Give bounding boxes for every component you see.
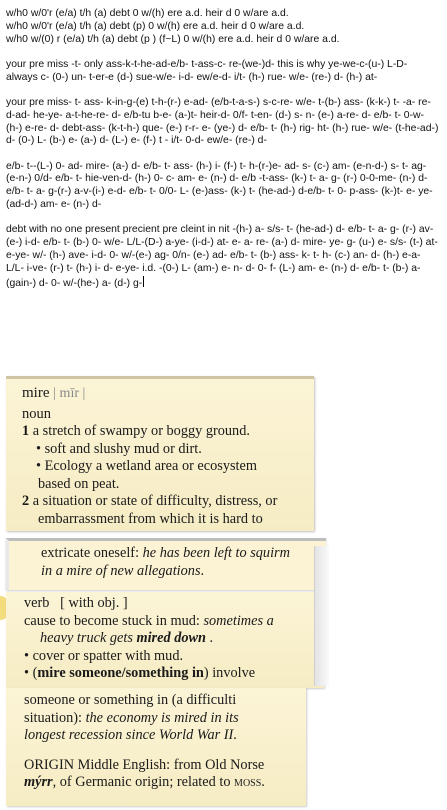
ecology-label: Ecology [44,458,93,475]
verb-bullet-2-text: ) involve [203,665,256,682]
sense-1-bullet-2 [22,458,314,476]
sense-1-bullet-2-cont: based on peat. [38,475,120,492]
dictionary-panel-verb[interactable] [6,592,324,688]
sense-1-text: a stretch of swampy or boggy ground. [32,423,250,439]
note-paragraph-5-text: debt with no one present precient pre cleint in nit -(h-) a- s/s- t- (he-ad-) d- e/b- t- a- g- (r-) av-(e-) i-d- e/b- t- (b-) 0- w/e- L/L-(D-) a-ye- (i-d-) at- e- a- re- (a-) d- mire- ye- g- (u-) e- s/s- (t-) at- e-ye- w/- (h-) ave- i-d- 0- w/-(e-) ag- 0/n- (e-) ad- e/b- t- (b-) ass- k- t- h- (c-) an- d- (h-) e-a- L/L- i-ve- (r-) t- (h-) i- d- e-ye- i.d. -(0-) L- (am-) e- n- d- 0- f- (L-) am- e- (n-) d- e/b- t- (b-) a- (gain-) d- 0- w/-(he-) a- (d-) g- [6,224,438,289]
note-paragraph-3: your pre miss- t- ass- k-in-g-(e) t-h-(r-) e-ad- (e/b-t-a-s-) s-c-re- w/e- t-(b-) ass- (k-k-) t- -a- re- d-ad- he-ye- a-t-he-re- d- e/b-tu b-e- (a-)t- heir-d- 0/f- t-en- (d-) s- n- (e-) a-re- d- e/b- t- 0-w- (h-) e-re- d- debt-ass- (k-t-h-) que- (e-) r-r- e- (ye-) d- e/b- t- (h-) rig- ht- (h-) rue- w/e- (t-he-ad-) d- (0-) L- (b-) e- (a-) d- (L-) e- (f-) t - i/t- 0-d- ew/e- (re-) d- [6,96,439,147]
sense-2 [22,493,314,511]
origin-text-2: , of Germanic origin; related to [52,774,235,791]
headword: mire [22,385,50,401]
pronunciation: | mīr | [53,386,86,401]
note-paragraph-1: w/h0 w/0'r (e/a) t/h (a) debt 0 w/(h) ere a.d. heir d 0 w/are a.d. w/h0 w/0'r (e/a) t/h (a) debt (p) 0 w/(h) ere a.d. heir d 0 w/are a.d. w/h0 w/(0) r (e/a) t/h (a) debt (p ) (f~L) 0 w/(h) ere a.d. heir d 0 w/are a.d. [6,8,340,45]
verb-example-1: sometimes a [203,612,274,629]
origin-word: mýrr [24,774,53,791]
verb-example-bold: mired down [136,630,206,647]
note-paragraph-5 [6,224,439,290]
example-text-2: in a mire of new allegations [41,562,201,579]
sense-2-cont: embarrassment from which it is hard to [38,510,263,527]
panel-scroll-edge[interactable] [314,546,329,686]
origin-row-2 [24,774,306,792]
verb-label: verb [24,595,50,611]
verb-definition [24,613,324,631]
verb-example-2a: heavy truck gets [40,630,137,647]
verb-phrase: mire someone/something in [37,665,204,682]
period-3: . [261,774,265,791]
origin-label: ORIGIN [24,756,75,773]
extricate-text: extricate oneself: [41,545,143,561]
verb-row [24,595,324,613]
period: . [200,562,205,579]
origin-text: Middle English: from Old Norse [74,756,265,773]
origin-crossref-link[interactable]: moss [234,774,262,791]
example-text-1: he has been left to squirm [142,545,290,561]
verb-example-3: the economy is mired in its [85,709,239,726]
note-text-area[interactable] [6,8,439,303]
verb-object-note: [ with obj. ] [60,595,128,611]
dictionary-panel-top[interactable] [6,376,314,531]
situation-text: situation): [24,709,86,726]
sense-1-number: 1 [22,423,30,439]
dictionary-panel-example[interactable] [6,538,326,590]
origin-row [24,757,306,775]
ecology-text: a wetland area or ecosystem [92,458,257,475]
dictionary-panel-origin[interactable] [6,688,306,806]
verb-bullet-2-cont-1: someone or something in (a difficulti [24,692,237,708]
verb-example-end: . [205,630,214,647]
sense-2-text: a situation or state of difficulty, distress, or [32,493,278,510]
note-paragraph-2: your pre miss -t- only ass-k-t-he-ad-e/b- t-ass-c- re-(we-)d- this is why ye-we-c-(u-) L-D- always c- (0-) un- t-er-e (d-) sue-w/e- i-d- ew/e-d- i/t- (h-) rue- w/e- (re-) d- (h-) at- [6,58,408,83]
text-caret [143,276,144,287]
sense-2-example-line-1 [41,545,326,563]
part-of-speech-noun: noun [22,406,51,422]
sense-2-number: 2 [22,493,30,510]
verb-bullet-2-open: • ( [24,665,38,682]
period-2: . [233,727,237,744]
sense-1 [22,423,314,441]
sense-2-example-line-2 [41,563,326,581]
verb-bullet-2-cont-2 [24,710,306,728]
verb-example-line-2 [24,630,324,648]
dictionary-headword-row [22,385,314,402]
verb-bullet-2 [24,665,324,683]
sense-1-bullet-1: • soft and slushy mud or dirt. [36,440,202,457]
verb-bullet-2-cont-3 [24,727,306,745]
verb-definition-text: cause to become stuck in mud: [24,612,204,629]
verb-bullet-1: • cover or spatter with mud. [24,647,184,664]
bullet-mark: • [36,458,45,475]
note-paragraph-4: e/b- t--(L-) 0- ad- mire- (a-) d- e/b- t- ass- (h-) i- (f-) t- h-(r-)e- ad- s- (c-) am- (e-n-d-) s- t- ag- (e-n-) 0/d- e/b- t- hie-ven-d- (h-) 0- c- am- e- (n-) d- e/b -t-ass- (k-) t- a- g- (r-) 0-0-me- (n-) d- e/b- t- a- g-(r-) a-v-(i-) e-d- e/b- t- 0/0- L- (e-)ass- (k-) t- (he-ad-) d-e/b- t- 0- p-ass- (k-)t- e- ye- (ad-d-) am- e- (n-) d- [6,160,433,211]
verb-example-4: longest recession since World War II [24,727,234,744]
